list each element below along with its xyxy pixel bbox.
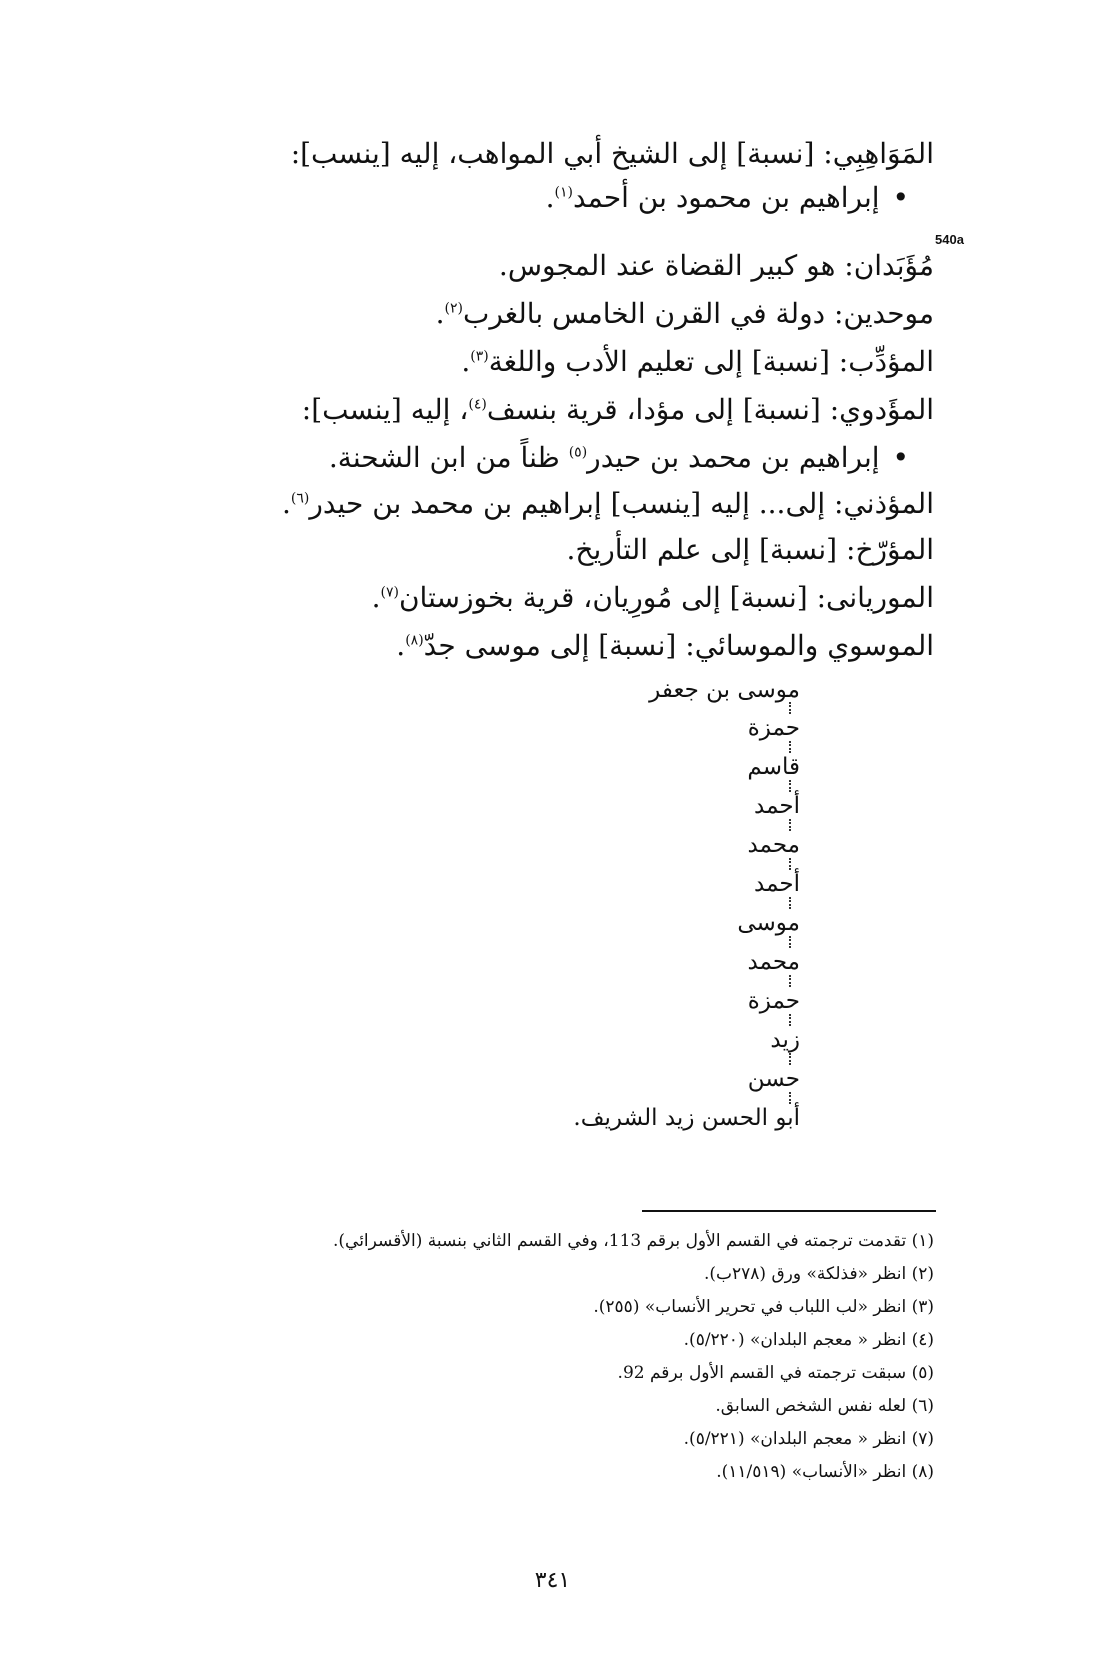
lineage-name: موسى بن جعفر xyxy=(649,677,800,703)
margin-folio-mark: 540a xyxy=(935,232,964,247)
footnote-ref: (٧) xyxy=(380,584,399,601)
footnote-divider xyxy=(642,1210,936,1212)
entry-mawahibi xyxy=(291,134,934,174)
entry-tail: . xyxy=(545,181,555,214)
footnote-ref: (٦) xyxy=(290,490,310,507)
entry-muadawi-example xyxy=(329,438,909,478)
footnote: (٤) انظر « معجم البلدان» (٥/٢٢٠). xyxy=(683,1330,934,1350)
lineage-name: حمزة xyxy=(747,988,800,1014)
entry-text: مُؤَبَدان: هو كبير القضاة عند المجوس. xyxy=(498,249,934,282)
entry-tail: . xyxy=(281,487,291,520)
entry-text: المؤَدوي: [نسبة] إلى مؤدا، قرية بنسف xyxy=(486,393,934,426)
lineage-name: قاسم xyxy=(747,754,800,780)
footnote-ref: (١) xyxy=(554,184,573,201)
footnote: (٦) لعله نفس الشخص السابق. xyxy=(715,1396,934,1416)
entry-muaddib xyxy=(461,342,934,382)
footnote-ref: (٥) xyxy=(568,444,588,461)
footnote: (٣) انظر «لب اللباب في تحرير الأنساب» (٢٥٥). xyxy=(593,1297,934,1317)
entry-tail: . xyxy=(461,345,471,378)
entry-text: الموريانى: [نسبة] إلى مُورِيان، قرية بخوزستان xyxy=(398,581,934,614)
entry-text: الموسوي والموسائي: [نسبة] إلى موسى جدّ xyxy=(423,629,934,662)
lineage-name: زيد xyxy=(770,1027,800,1053)
entry-musawi xyxy=(396,626,934,666)
entry-text: المؤرّخ: [نسبة] إلى علم التأريخ. xyxy=(566,533,934,566)
entry-muriyani xyxy=(372,578,934,618)
lineage-name: حمزة xyxy=(747,715,800,741)
footnote-ref: (٤) xyxy=(468,396,487,413)
footnote: (٢) انظر «فذلكة» ورق (٢٧٨ب). xyxy=(703,1264,934,1284)
footnote: (٨) انظر «الأنساب» (١١/٥١٩). xyxy=(716,1462,934,1482)
entry-muabadan xyxy=(499,246,934,286)
lineage-name: محمد xyxy=(747,949,800,975)
lineage-name: أحمد xyxy=(754,871,800,897)
entry-tail: ظناً من ابن الشحنة. xyxy=(328,441,569,474)
entry-text: المؤذني: إلى... إليه [ينسب] إبراهيم بن محمد بن حيدر xyxy=(309,487,934,520)
footnote-ref: (٨) xyxy=(405,632,424,649)
entry-text: إبراهيم بن محمود بن أحمد xyxy=(572,181,880,214)
lineage-name: أحمد xyxy=(754,793,800,819)
entry-text: المؤدِّب: [نسبة] إلى تعليم الأدب واللغة xyxy=(488,345,934,378)
footnote: (٥) سبقت ترجمته في القسم الأول برقم 92. xyxy=(617,1363,934,1383)
entry-tail: . xyxy=(435,297,445,330)
footnote-ref: (٢) xyxy=(444,300,463,317)
page-number: ٣٤١ xyxy=(534,1568,571,1593)
lineage-name: موسى xyxy=(737,910,800,936)
entry-text: إبراهيم بن محمد بن حيدر xyxy=(587,441,880,474)
footnote: (١) تقدمت ترجمته في القسم الأول برقم 113، وفي القسم الثاني بنسبة (الأقسرائي). xyxy=(332,1231,934,1251)
entry-muwahhidin xyxy=(436,294,934,334)
lineage-name: أبو الحسن زيد الشريف. xyxy=(573,1105,800,1131)
footnote-ref: (٣) xyxy=(470,348,489,365)
entry-muarrikh xyxy=(566,530,934,570)
lineage-name: حسن xyxy=(747,1066,800,1092)
entry-tail: ، إليه [ينسب]: xyxy=(301,393,469,426)
entry-tail: . xyxy=(371,581,381,614)
entry-tail: . xyxy=(396,629,406,662)
entry-muadhini xyxy=(282,484,934,524)
lineage-name: محمد xyxy=(747,832,800,858)
entry-mawahibi-example xyxy=(546,178,909,218)
entry-muadawi xyxy=(302,390,934,430)
footnote: (٧) انظر « معجم البلدان» (٥/٢٢١). xyxy=(683,1429,934,1449)
entry-text: المَوَاهِبِي: [نسبة] إلى الشيخ أبي المواهب، إليه [ينسب]: xyxy=(290,137,934,170)
entry-text: موحدين: دولة في القرن الخامس بالغرب xyxy=(462,297,934,330)
